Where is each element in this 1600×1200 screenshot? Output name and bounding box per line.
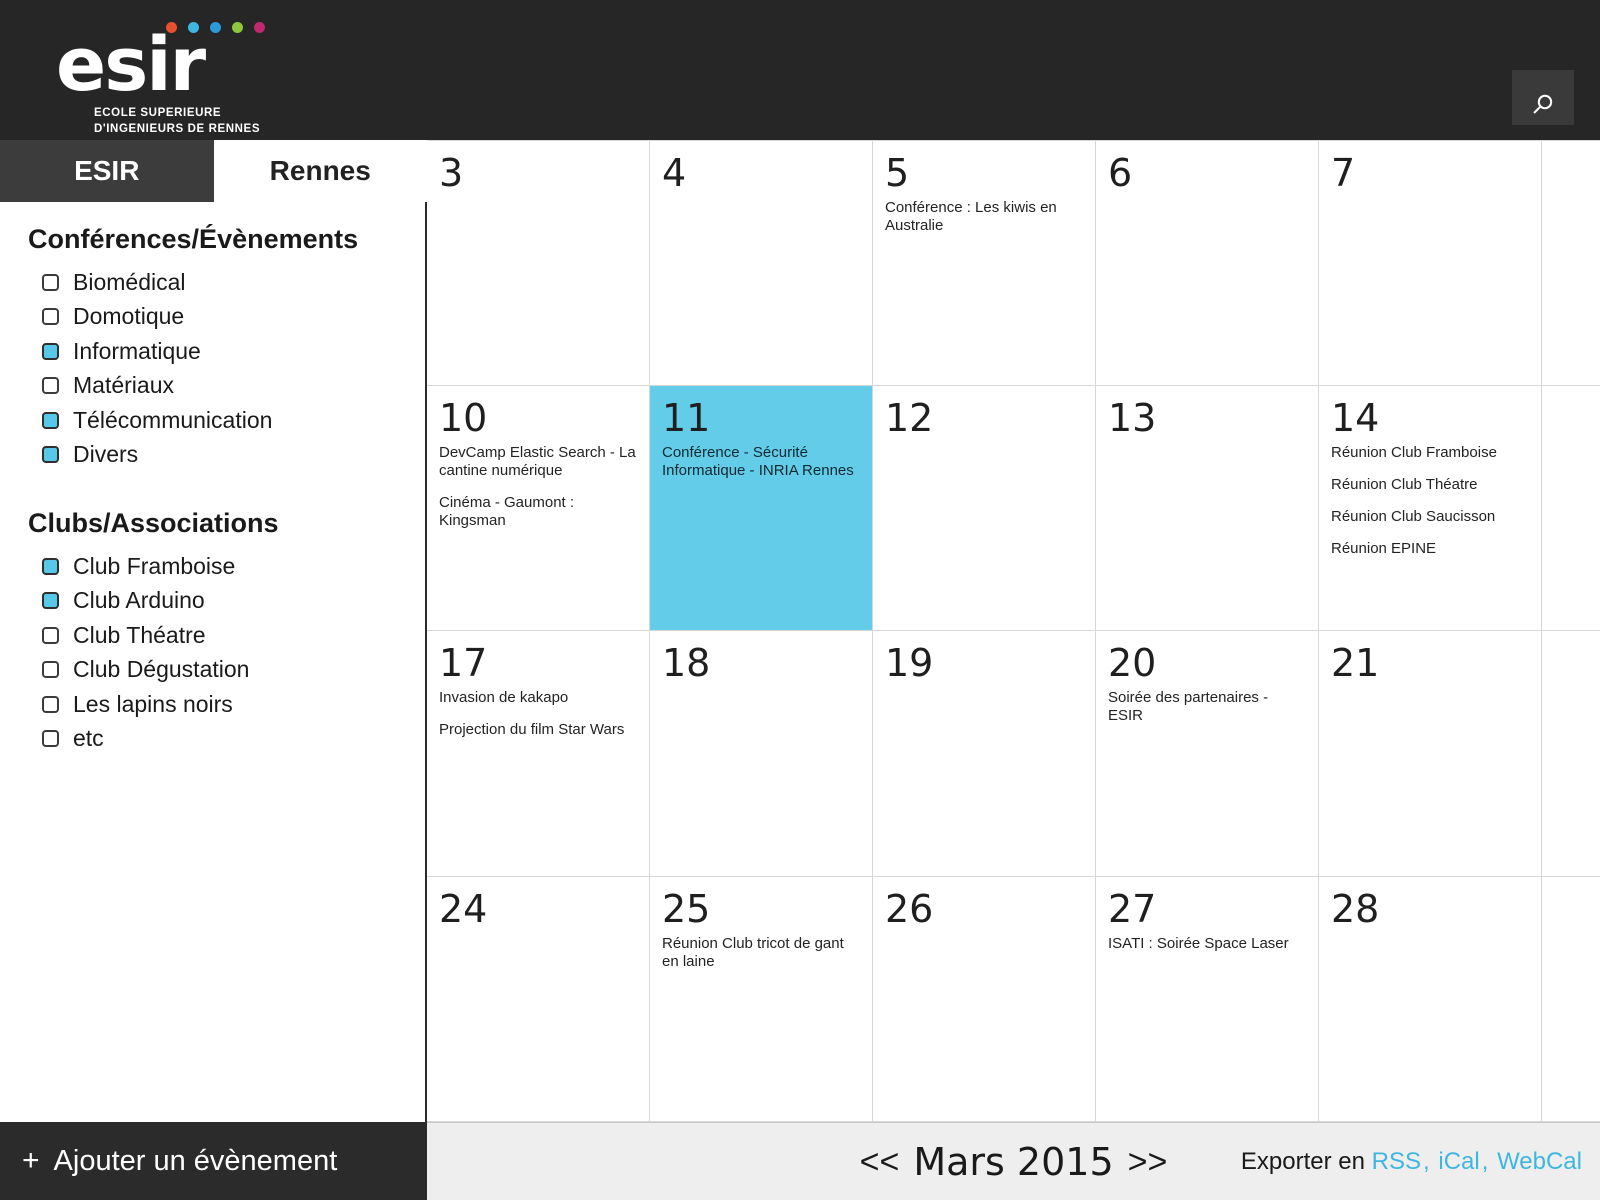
- day-number: 28: [1331, 886, 1380, 931]
- day-number: 19: [885, 641, 934, 685]
- day-cell-6[interactable]: [1096, 140, 1319, 386]
- prev-month-button[interactable]: <<: [859, 1142, 900, 1181]
- current-month-label: Mars 2015: [913, 1140, 1114, 1184]
- day-number: 25: [662, 886, 711, 931]
- checkbox-icon[interactable]: [42, 308, 59, 325]
- calendar-grid: [427, 140, 1600, 1122]
- calendar-footer: [427, 1122, 1600, 1200]
- day-number: 24: [439, 886, 488, 931]
- filter-sidebar: [0, 202, 427, 1122]
- filter-label: Divers: [73, 441, 139, 468]
- filter-label: Biomédical: [73, 268, 186, 295]
- logo-wordmark: esir: [56, 22, 205, 108]
- event-item[interactable]: Réunion EPINE: [1331, 539, 1437, 557]
- day-number: 14: [1331, 395, 1380, 440]
- day-number: 6: [1108, 151, 1133, 195]
- filter-label: Domotique: [73, 303, 185, 330]
- filter-lapins-noirs[interactable]: [0, 687, 425, 722]
- next-month-button[interactable]: >>: [1127, 1142, 1168, 1181]
- filter-club-theatre[interactable]: [0, 618, 425, 653]
- filter-label: etc: [73, 725, 104, 752]
- checkbox-icon[interactable]: [42, 377, 59, 394]
- event-item[interactable]: Réunion Club Théatre: [1331, 475, 1478, 493]
- day-cell-18[interactable]: [650, 631, 873, 877]
- add-event-button[interactable]: [0, 1122, 427, 1200]
- export-webcal-link[interactable]: WebCal: [1497, 1148, 1582, 1175]
- add-event-label: Ajouter un évènement: [53, 1144, 338, 1177]
- tab-rennes-label: Rennes: [269, 155, 371, 186]
- day-number: 27: [1108, 886, 1157, 931]
- day-cell-27[interactable]: [1096, 877, 1319, 1123]
- day-cell-17[interactable]: [427, 631, 650, 877]
- filter-label: Matériaux: [73, 372, 174, 399]
- day-number: 7: [1331, 151, 1356, 195]
- esir-logo: [56, 20, 286, 135]
- event-item[interactable]: Conférence - Sécurité Informatique - INRIA Rennes: [662, 443, 854, 479]
- checkbox-icon[interactable]: [42, 412, 59, 429]
- day-cell-overflow-row1[interactable]: [1542, 140, 1600, 386]
- filter-informatique[interactable]: [0, 334, 425, 369]
- filter-etc[interactable]: [0, 722, 425, 757]
- day-number: 18: [662, 641, 711, 685]
- day-cell-20[interactable]: [1096, 631, 1319, 877]
- export-label: Exporter en: [1240, 1148, 1365, 1175]
- event-item[interactable]: Réunion Club Framboise: [1331, 443, 1497, 461]
- day-cell-5[interactable]: [873, 140, 1096, 386]
- filter-materiaux[interactable]: [0, 369, 425, 404]
- day-cell-7[interactable]: [1319, 140, 1542, 386]
- filter-biomedical[interactable]: [0, 265, 425, 300]
- event-item[interactable]: Conférence : Les kiwis en Australie: [885, 199, 1057, 234]
- event-item[interactable]: Réunion Club Saucisson: [1331, 507, 1496, 525]
- section-title-clubs: Clubs/Associations: [28, 508, 279, 538]
- day-cell-21[interactable]: [1319, 631, 1542, 877]
- filter-club-arduino[interactable]: [0, 584, 425, 619]
- checkbox-icon[interactable]: [42, 627, 59, 644]
- day-number: 4: [662, 151, 687, 195]
- day-cell-3[interactable]: [427, 140, 650, 386]
- checkbox-icon[interactable]: [42, 696, 59, 713]
- section-title-conferences: Conférences/Évènements: [28, 224, 359, 254]
- checkbox-icon[interactable]: [42, 446, 59, 463]
- checkbox-icon[interactable]: [42, 592, 59, 609]
- export-ical-link[interactable]: iCal: [1438, 1148, 1480, 1175]
- day-cell-overflow-row4[interactable]: [1542, 877, 1600, 1123]
- filter-club-degustation[interactable]: [0, 653, 425, 688]
- day-cell-11[interactable]: [650, 386, 873, 632]
- filter-label: Club Framboise: [73, 552, 236, 579]
- site-header: [0, 0, 1600, 140]
- filter-label: Club Dégustation: [73, 656, 250, 683]
- filter-label: Télécommunication: [73, 406, 273, 433]
- search-button[interactable]: [1512, 70, 1574, 125]
- day-number: 17: [439, 641, 488, 685]
- filter-label: Les lapins noirs: [73, 690, 233, 717]
- checkbox-icon[interactable]: [42, 661, 59, 678]
- day-cell-10[interactable]: [427, 386, 650, 632]
- day-cell-overflow-row3[interactable]: [1542, 631, 1600, 877]
- filter-club-framboise[interactable]: [0, 549, 425, 584]
- filter-label: Informatique: [73, 337, 201, 364]
- day-cell-25[interactable]: [650, 877, 873, 1123]
- tab-esir-label: ESIR: [74, 155, 140, 186]
- day-cell-24[interactable]: [427, 877, 650, 1123]
- checkbox-icon[interactable]: [42, 343, 59, 360]
- day-cell-26[interactable]: [873, 877, 1096, 1123]
- export-rss-link[interactable]: RSS: [1371, 1148, 1422, 1175]
- event-item[interactable]: Projection du film Star Wars: [439, 721, 625, 738]
- day-number: 21: [1331, 641, 1380, 685]
- event-item[interactable]: DevCamp Elastic Search - La cantine numérique: [439, 443, 636, 479]
- day-number: 13: [1108, 395, 1157, 440]
- filter-domotique[interactable]: [0, 300, 425, 335]
- day-cell-13[interactable]: [1096, 386, 1319, 632]
- day-cell-19[interactable]: [873, 631, 1096, 877]
- day-cell-14[interactable]: [1319, 386, 1542, 632]
- club-filter-list: [0, 549, 425, 756]
- event-item[interactable]: Soirée des partenaires - ESIR: [1108, 689, 1269, 724]
- event-item[interactable]: Cinéma - Gaumont : Kingsman: [439, 493, 575, 529]
- tab-esir[interactable]: [0, 140, 214, 202]
- day-number: 10: [439, 395, 488, 440]
- plus-icon: +: [22, 1144, 40, 1177]
- conference-filter-list: [0, 265, 425, 472]
- event-item[interactable]: ISATI : Soirée Space Laser: [1108, 934, 1289, 952]
- filter-label: Club Théatre: [73, 621, 206, 648]
- tab-rennes[interactable]: [214, 140, 428, 202]
- day-number: 12: [885, 395, 934, 440]
- checkbox-icon[interactable]: [42, 730, 59, 747]
- search-icon: [1518, 92, 1568, 118]
- day-cell-overflow-row2[interactable]: [1542, 386, 1600, 632]
- filter-divers[interactable]: [0, 438, 425, 473]
- day-cell-12[interactable]: [873, 386, 1096, 632]
- day-cell-28[interactable]: [1319, 877, 1542, 1123]
- checkbox-icon[interactable]: [42, 558, 59, 575]
- scope-tabs: [0, 140, 427, 202]
- event-item[interactable]: Invasion de kakapo: [439, 689, 569, 706]
- day-cell-4[interactable]: [650, 140, 873, 386]
- day-number: 20: [1108, 641, 1157, 685]
- day-number: 3: [439, 151, 464, 195]
- filter-label: Club Arduino: [73, 587, 205, 614]
- logo-subtitle-line2: D'INGENIEURS DE RENNES: [94, 123, 261, 135]
- event-item[interactable]: Réunion Club tricot de gant en laine: [662, 934, 844, 970]
- export-section: Exporter en RSS , iCal , WebCal: [1240, 1148, 1582, 1175]
- logo-subtitle-line1: ECOLE SUPERIEURE: [94, 107, 222, 119]
- day-number: 11: [662, 395, 711, 440]
- day-number: 26: [885, 886, 934, 931]
- checkbox-icon[interactable]: [42, 274, 59, 291]
- filter-telecommunication[interactable]: [0, 403, 425, 438]
- day-number: 5: [885, 151, 910, 195]
